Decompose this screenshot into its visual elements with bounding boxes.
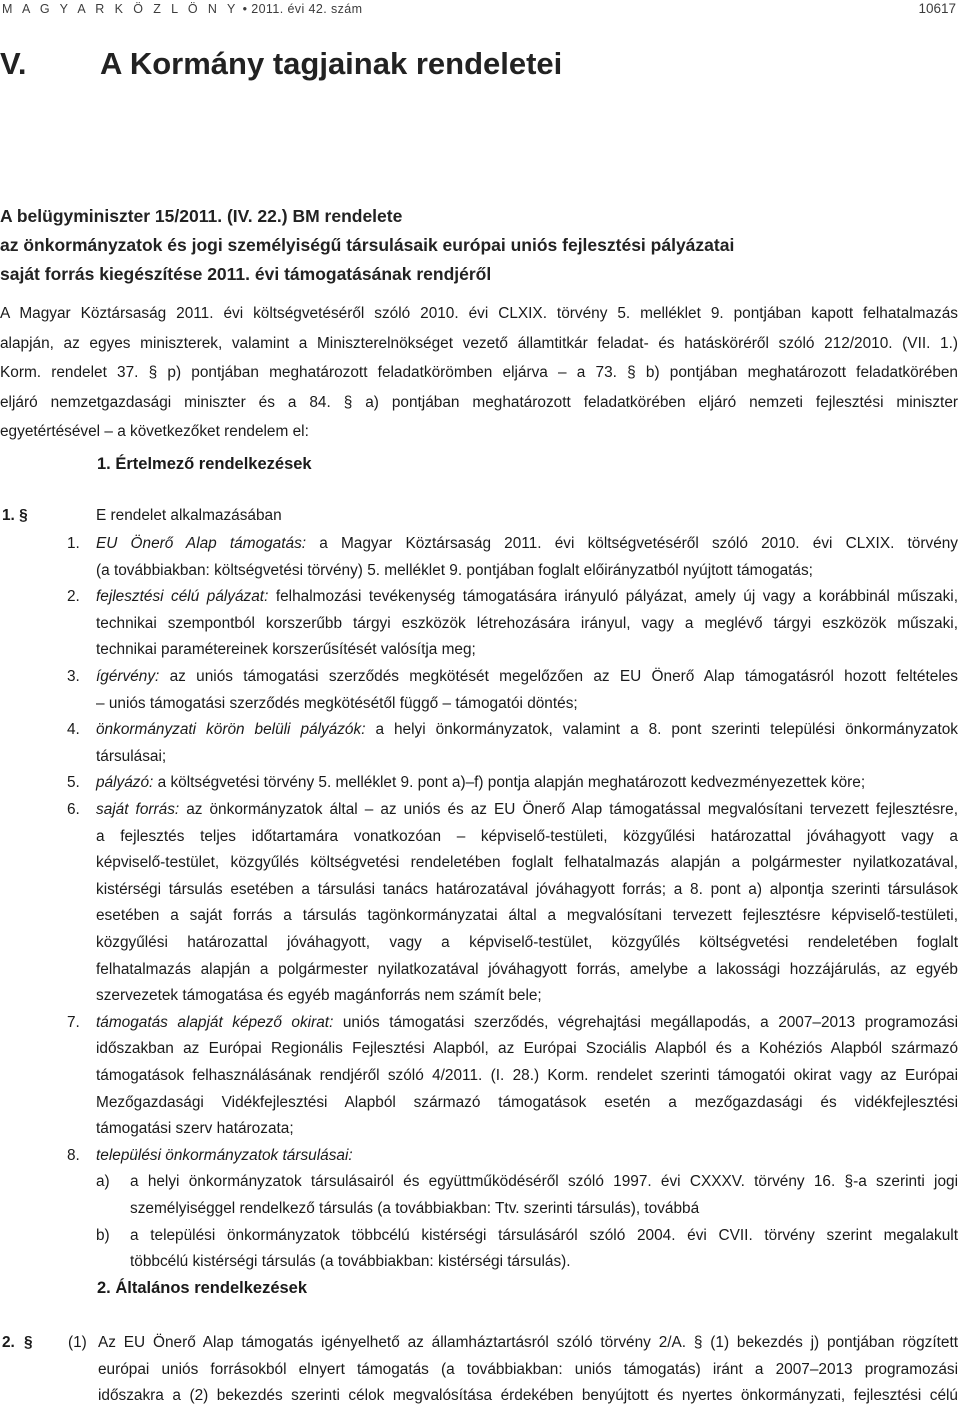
sub-item-letter: a) [96, 1173, 110, 1191]
decree-title: A belügyminiszter 15/2011. (IV. 22.) BM rendelete az önkormányzatok és jogi személyiségű társulásaik európai uniós fejlesztési pályázatai saját forrás kiegészítése 2011. évi támogatásának rendjéről [0, 206, 735, 284]
defined-term: saját forrás: [96, 801, 180, 818]
item-number: 5. [67, 774, 80, 792]
definition-item [0, 717, 958, 770]
page-number: 10617 [918, 1, 956, 16]
paragraph-body-cont: európai uniós forrásokból elnyert támogatás (a továbbiakban: uniós támogatás) iránt a 2007–2013 programozási időszakra a (2) bekezdés szerinti célok megvalósítása érdekében benyújtott és nyertes önkormányzati, fejlesztési célú [98, 1360, 958, 1405]
defined-term: EU Önerő Alap támogatás: [96, 535, 307, 552]
running-header [0, 0, 960, 20]
sub-item [0, 1223, 958, 1276]
item-body: EU Önerő Alap támogatás: a Magyar Köztársaság 2011. évi költségvetéséről szóló 2010. évi CLXIX. törvény (a továbbiakban: költségvetési törvény) 5. melléklet 9. pontjában foglalt előirányzatból nyújtott támogatás; [96, 535, 959, 579]
journal-name: M A G Y A R K Ö Z L Ö N Y • 2011. évi 42. szám [2, 2, 363, 16]
item-number: 7. [67, 1013, 80, 1031]
item-body: ígérvény: az uniós támogatási szerződés megkötését megelőzően az EU Önerő Alap támogatásról hozott feltételes – uniós támogatási szerződés megkötésétől függő – támogatói döntés; [96, 668, 958, 712]
definition-item [0, 1143, 958, 1170]
paragraph-body: Az EU Önerő Alap támogatás igényelhető az államháztartásról szóló törvény 2/A. § (1) bekezdés j) pontjában rögzített [98, 1334, 958, 1351]
section-sign: § [24, 1334, 33, 1351]
section-title: A Kormány tagjainak rendeletei [100, 46, 563, 81]
item-number: 6. [67, 801, 80, 818]
definition-item [0, 1010, 958, 1143]
subsection-number: (1) [68, 1334, 87, 1351]
sub-item [0, 1169, 958, 1222]
item-number: 2. [67, 588, 80, 606]
chapter-heading: 1. Értelmező rendelkezések [97, 455, 312, 473]
definition-item [0, 664, 958, 717]
section-heading [0, 46, 562, 82]
item-body [96, 1143, 958, 1170]
defined-term: pályázó: [96, 774, 154, 792]
definition-item [0, 770, 958, 797]
paragraph-1: 1. § E rendelet alkalmazásában [2, 507, 282, 524]
sub-item-body: a települési önkormányzatok többcélú kistérségi társulásáról szóló 2004. évi CVII. törvény szerint megalakult többcélú kistérségi társulás (a továbbiakban: kistérségi társulás). [130, 1226, 958, 1271]
defined-term: ígérvény: [96, 668, 160, 685]
item-body: önkormányzati körön belüli pályázók: a helyi önkormányzatok, valamint a 8. pont szerinti települési önkormányzatok társulásai; [96, 721, 958, 765]
item-body: fejlesztési célú pályázat: felhalmozási tevékenység támogatására irányuló pályázat, amely új vagy a korábbinál műszaki, technikai szempontból korszerűbb tárgyi eszközök létrehozására irányul, vagy a meglévő tárgyi eszközök műszaki, technikai paramétereinek korszerűsítését valósítja meg; [96, 588, 958, 659]
item-number: 1. [67, 535, 80, 552]
item-number: 4. [67, 721, 80, 739]
section-number: V. [0, 46, 27, 81]
defined-term: önkormányzati körön belüli pályázók: [96, 721, 366, 739]
paragraph-2 [2, 1330, 958, 1410]
defined-term: fejlesztési célú pályázat: [96, 588, 269, 606]
paragraph-number: 1. § [2, 507, 28, 524]
sub-item-body: a helyi önkormányzatok társulásairól és együttműködéséről szóló 1997. évi CXXXV. törvény 16. §-a szerinti jogi személyiséggel rendelkező társulás (a továbbiakban: Ttv. szerinti társulás), továbbá [130, 1173, 958, 1217]
paragraph-number: 2. [2, 1334, 15, 1351]
item-number: 8. [67, 1146, 80, 1164]
item-body: saját forrás: az önkormányzatok által – az uniós és az EU Önerő Alap támogatással megvalósítani tervezett fejlesztésre, a fejlesztés teljes időtartamára vonatkozóan – képviselő-testületi, közgyűlési határozattal jóváhagyott vagy a képviselő-testület, közgyűlés költségvetési rendeletében foglalt felhatalmazás alapján a polgármester nyilatkozatával, kistérségi társulás esetében a társulási tanács határozatával jóváhagyott forrás; a 8. pont a) alpontja szerinti társulások esetében a saját forrás a társulás tagönkormányzatai által a megvalósítani tervezett fejlesztésre képviselő-testületi, közgyűlési határozattal jóváhagyott, vagy a képviselő-testület, közgyűlés költségvetési rendeletében foglalt felhatalmazás alapján a polgármester nyilatkozatával jóváhagyott forrás, amelybe a lakossági hozzájárulás, az egyéb szervezetek támogatása és egyéb magánforrás nem számít bele; [96, 801, 958, 1005]
definition-item [0, 531, 958, 584]
chapter-heading: 2. Általános rendelkezések [97, 1279, 308, 1297]
issue-number: 2011. évi 42. szám [251, 2, 363, 16]
preamble: A Magyar Köztársaság 2011. évi költségvetéséről szóló 2010. évi CLXIX. törvény 5. melléklet 9. pontjában kapott felhatalmazás alapján, az egyes miniszterek, valamint a Miniszterelnökséget vezető államtitkár feladat- és hatásköréről szóló 212/2010. (VII. 1.) Korm. rendelet 37. § p) pontjában meghatározott feladatkörömben eljárva – a 73. § b) pontjában meghatározott feladatkörében eljáró nemzetgazdasági miniszter és a 84. § a) pontjában meghatározott feladatkörében eljáró nemzeti fejlesztési miniszter egyetértésével – a következőket rendelem el: [0, 305, 958, 441]
definition-item [0, 797, 958, 1010]
item-body: pályázó: a költségvetési törvény 5. melléklet 9. pont a)–f) pontja alapján meghatározott kedvezményezettek köre; [96, 774, 866, 792]
defined-term: támogatás alapját képező okirat: [96, 1013, 334, 1031]
defined-term: települési önkormányzatok társulásai: [96, 1146, 353, 1164]
definition-item [0, 584, 958, 664]
sub-item-letter: b) [96, 1226, 110, 1244]
item-number: 3. [67, 668, 80, 685]
item-body: támogatás alapját képező okirat: uniós támogatási szerződés, végrehajtási megállapodás, a 2007–2013 programozási időszakban az Európai Regionális Fejlesztési Alapból, az Európai Szociális Alapból és a Kohéziós Alapból származó támogatások felhasználásának rendjéről szóló 4/2011. (I. 28.) Korm. rendelet szerinti támogatói okirat vagy az Európai Mezőgazdasági Vidékfejlesztési Alapból származó támogatások esetén a mezőgazdasági és vidékfejlesztési támogatási szerv határozata; [96, 1013, 958, 1138]
